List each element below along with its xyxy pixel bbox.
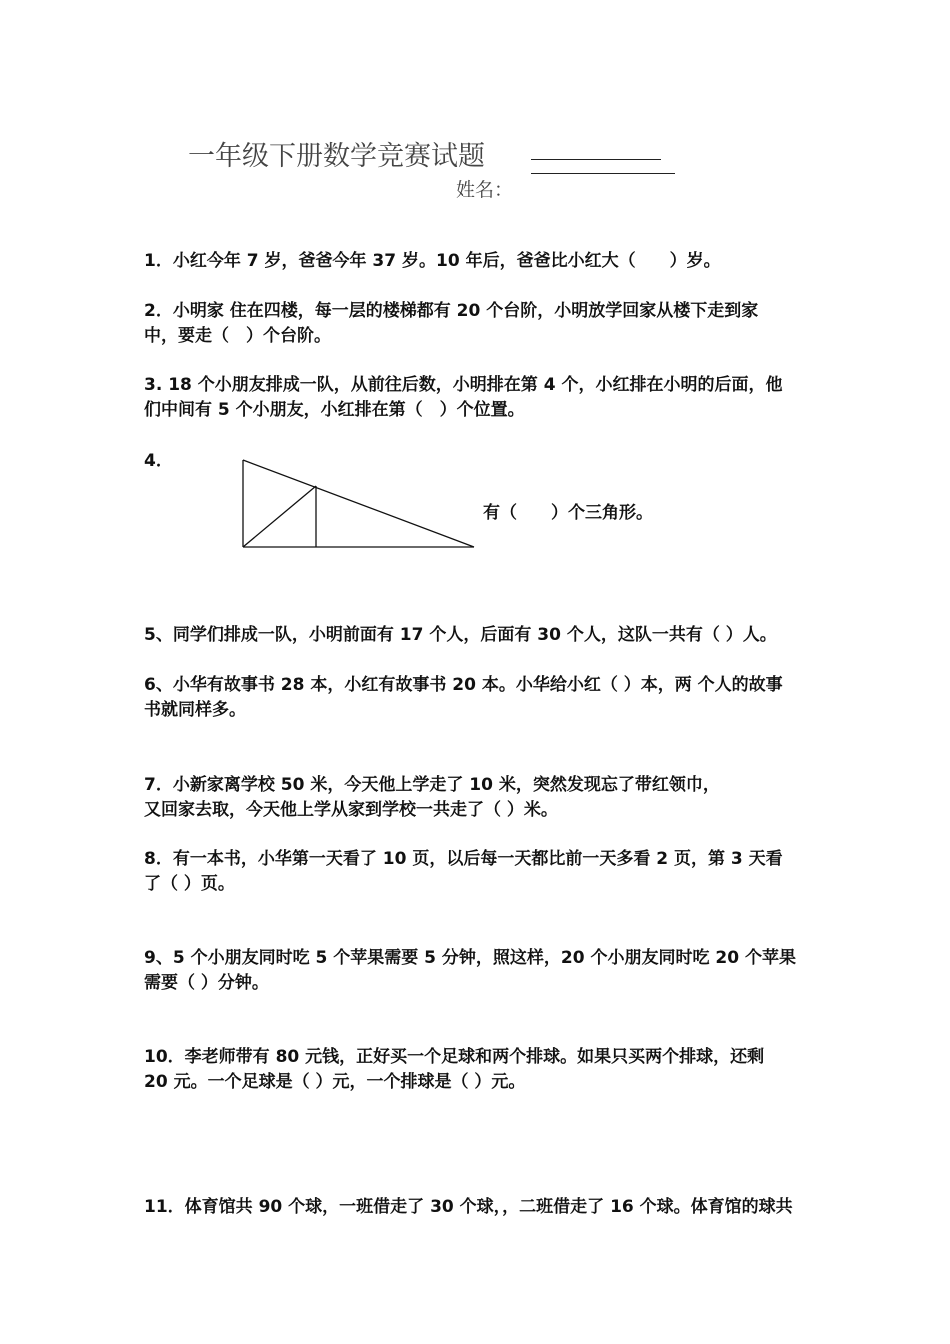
figure-edge xyxy=(243,460,474,547)
question-line: 10．李老师带有 80 元钱，正好买一个足球和两个排球。如果只买两个排球，还剩 xyxy=(144,1047,765,1067)
question-line: 需要（ ）分钟。 xyxy=(144,973,269,993)
question-line: 了（ ）页。 xyxy=(144,874,235,894)
question-10 xyxy=(144,1045,810,1095)
question-line: 7．小新家离学校 50 米，今天他上学走了 10 米，突然发现忘了带红领巾， xyxy=(144,775,720,795)
question-line: 11．体育馆共 90 个球，一班借走了 30 个球，，二班借走了 16 个球。体育馆的球共 xyxy=(144,1197,793,1217)
figure-edge xyxy=(243,486,316,547)
question-5 xyxy=(144,623,810,648)
name-label: 姓名： xyxy=(456,179,514,201)
question-8 xyxy=(144,847,810,897)
question-2 xyxy=(144,299,810,349)
question-11 xyxy=(144,1195,810,1220)
question-6 xyxy=(144,673,810,723)
question-line: 6、小华有故事书 28 本，小红有故事书 20 本。小华给小红（ ）本，两 个人的故事 xyxy=(144,675,783,695)
question-line: 2．小明家 住在四楼，每一层的楼梯都有 20 个台阶，小明放学回家从楼下走到家 xyxy=(144,301,759,321)
question-line: 9、5 个小朋友同时吃 5 个苹果需要 5 分钟，照这样，20 个小朋友同时吃 20 个苹果 xyxy=(144,948,796,968)
triangle-question-text: 有（ ）个三角形。 xyxy=(483,503,653,523)
question-line: 书就同样多。 xyxy=(144,700,246,720)
question-line: 1．小红今年 7 岁，爸爸今年 37 岁。10 年后，爸爸比小红大（ ）岁。 xyxy=(144,251,721,271)
triangle-figure xyxy=(238,455,478,555)
exam-title: 一年级下册数学竞赛试题 xyxy=(188,141,485,172)
name-underline-upper xyxy=(531,159,661,160)
question-line: 又回家去取，今天他上学从家到学校一共走了（ ）米。 xyxy=(144,800,558,820)
question-line: 5、同学们排成一队，小明前面有 17 个人，后面有 30 个人，这队一共有（ ）人。 xyxy=(144,625,777,645)
question-line: 3. 18 个小朋友排成一队，从前往后数，小明排在第 4 个，小红排在小明的后面，他 xyxy=(144,375,783,395)
question-line: 8．有一本书，小华第一天看了 10 页，以后每一天都比前一天多看 2 页，第 3 天看 xyxy=(144,849,783,869)
question-line: 20 元。一个足球是（ ）元，一个排球是（ ）元。 xyxy=(144,1072,526,1092)
question-7 xyxy=(144,773,810,823)
question-3 xyxy=(144,373,810,423)
question-line: 中，要走（ ）个台阶。 xyxy=(144,326,331,346)
question-9 xyxy=(144,946,810,996)
name-underline-lower xyxy=(531,173,675,174)
question-line: 4． xyxy=(144,451,173,471)
question-1 xyxy=(144,249,810,274)
question-line: 们中间有 5 个小朋友，小红排在第（ ）个位置。 xyxy=(144,400,525,420)
